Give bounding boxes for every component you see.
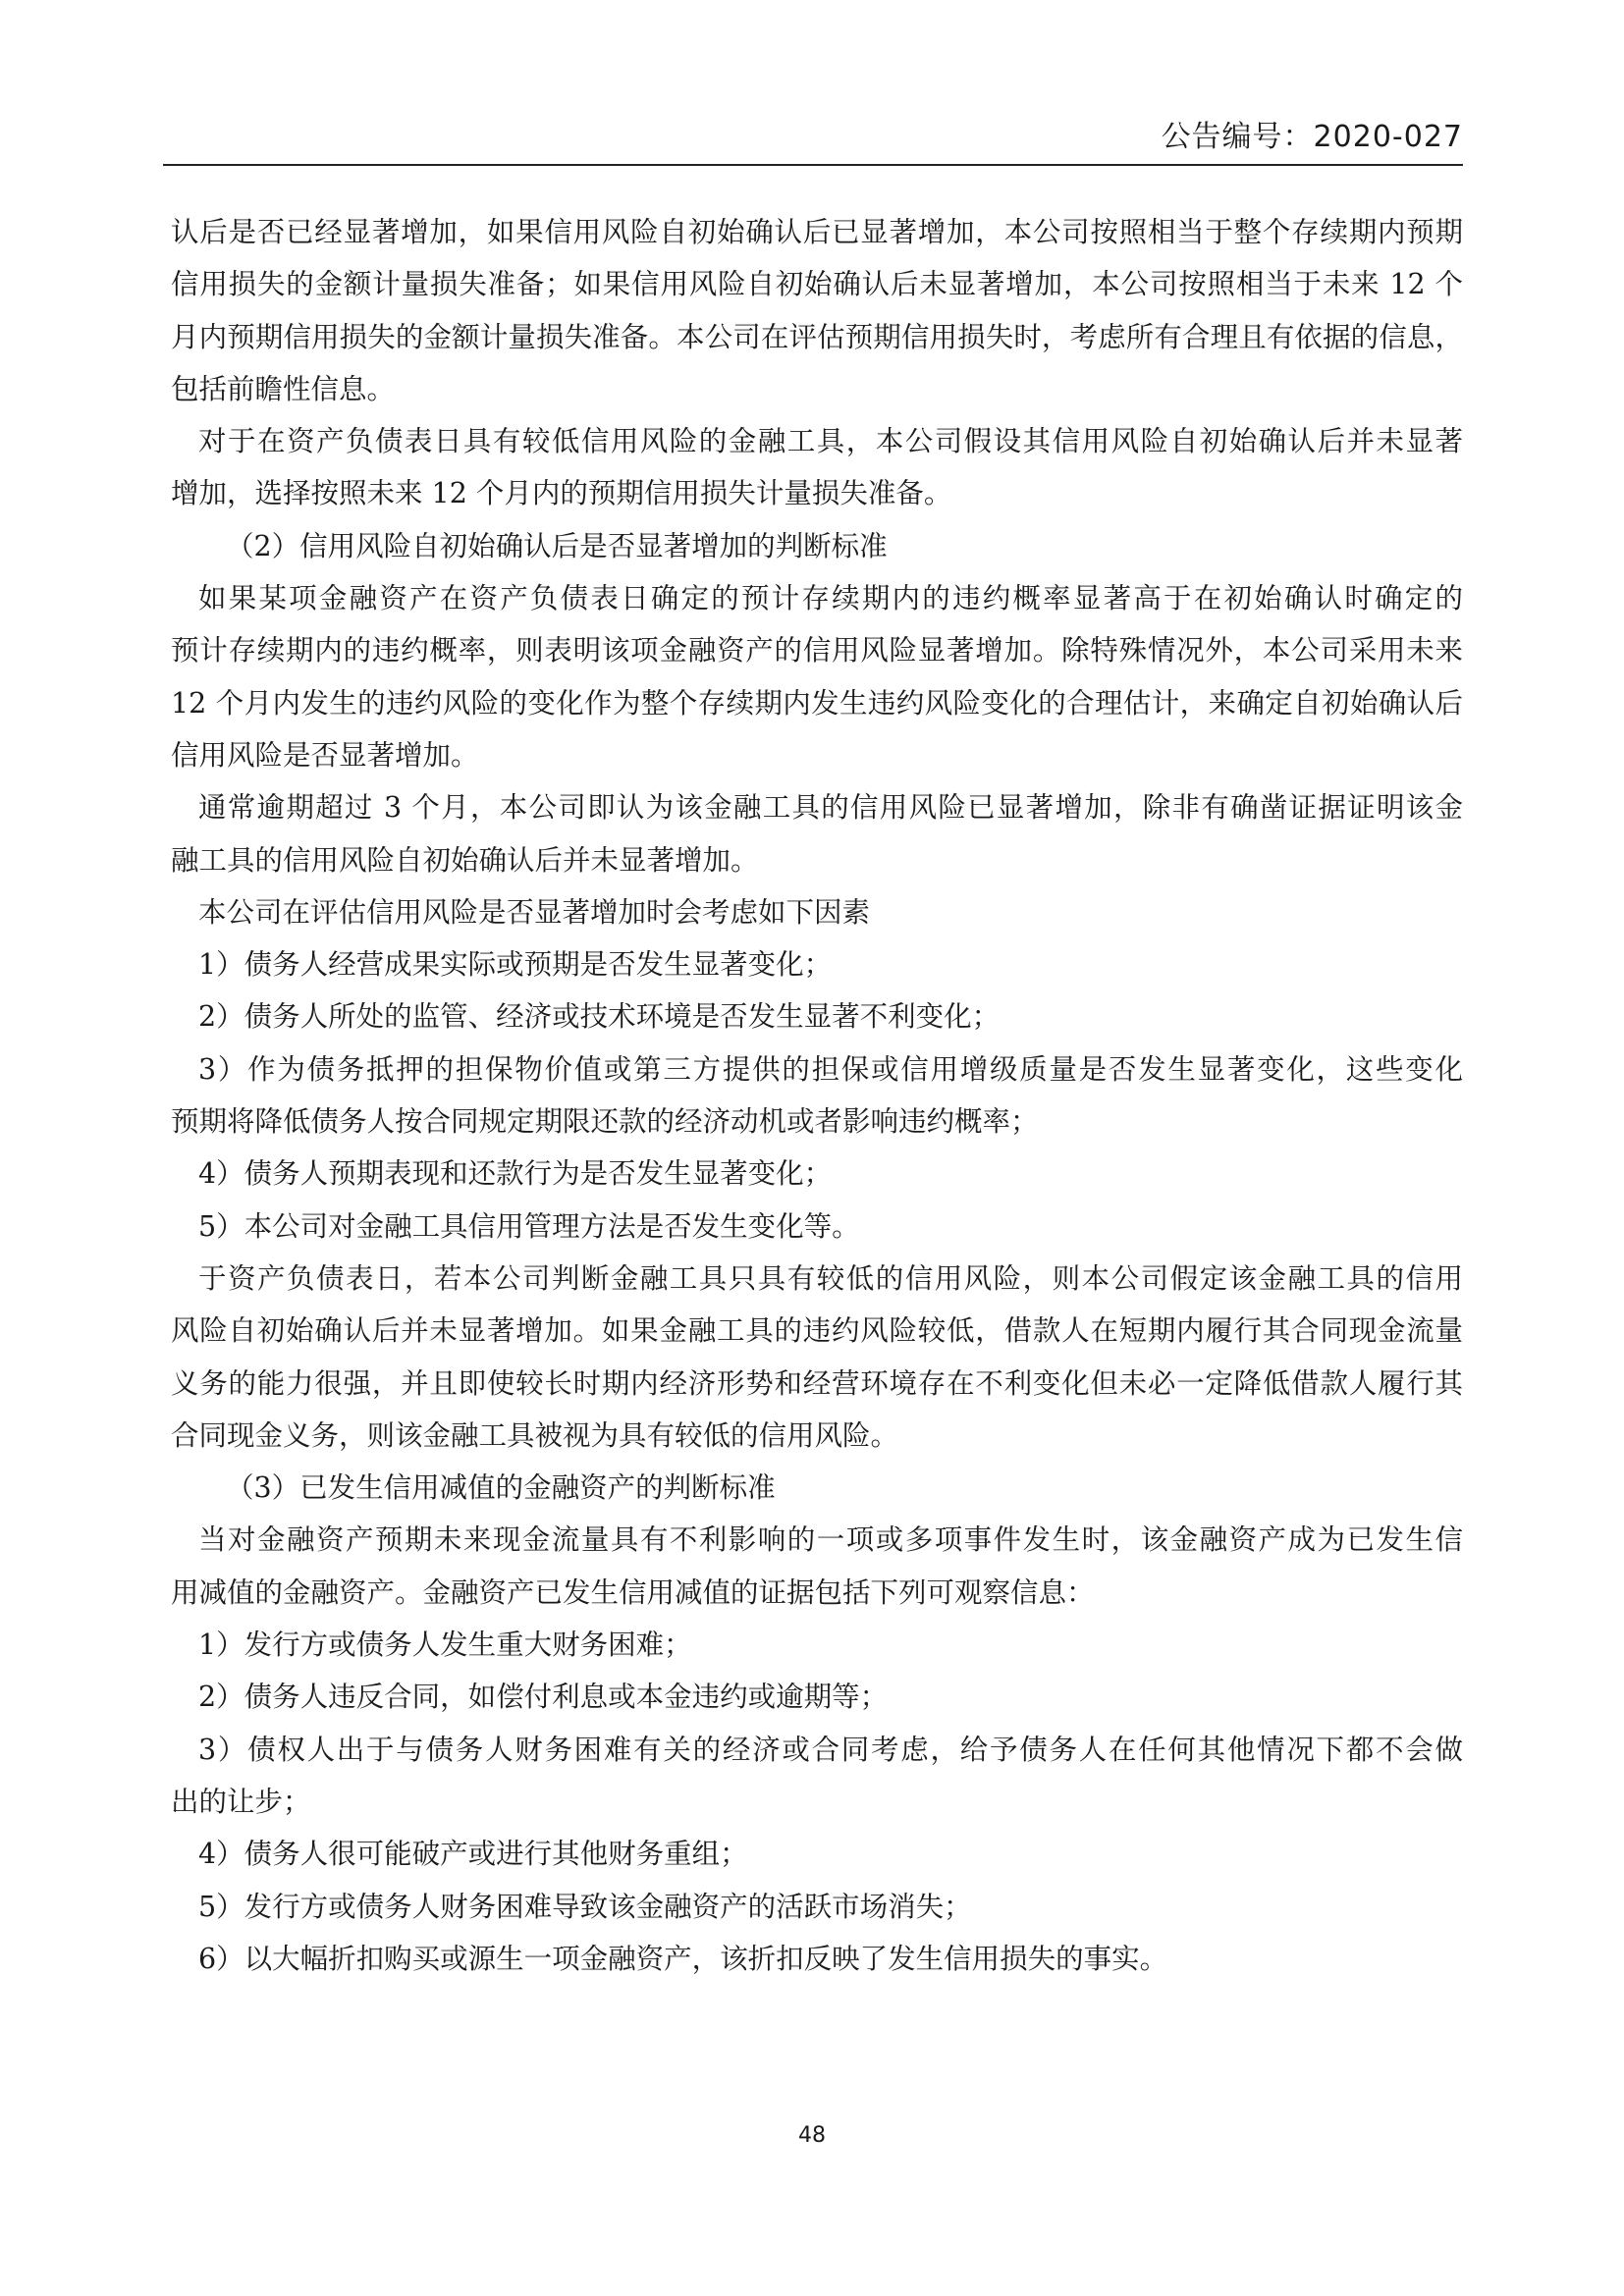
text-line: 融工具的信用风险自初始确认后并未显著增加。: [171, 843, 759, 877]
list-item: 5）发行方或债务人财务困难导致该金融资产的活跃市场消失；: [198, 1890, 972, 1923]
text-line: 用减值的金融资产。金融资产已发生信用减值的证据包括下列可观察信息：: [171, 1575, 1095, 1609]
text-line: 出的让步；: [171, 1785, 311, 1818]
document-body: [171, 206, 1463, 1985]
text-line: 认后是否已经显著增加，如果信用风险自初始确认后已显著增加，本公司按照相当于整个存续期内预期: [171, 216, 1463, 248]
text-line: 当对金融资产预期未来现金流量具有不利影响的一项或多项事件发生时，该金融资产成为已发生信: [198, 1523, 1463, 1557]
list-item: 3）作为债务抵押的担保物价值或第三方提供的担保或信用增级质量是否发生显著变化，这些变化: [198, 1052, 1463, 1086]
text-line: 如果某项金融资产在资产负债表日确定的预计存续期内的违约概率显著高于在初始确认时确定的: [198, 582, 1463, 615]
text-line: 12 个月内发生的违约风险的变化作为整个存续期内发生违约风险变化的合理估计，来确定自初始确认后: [171, 686, 1463, 720]
list-item: 2）债务人违反合同，如偿付利息或本金违约或逾期等；: [198, 1681, 889, 1714]
list-item: 4）债务人预期表现和还款行为是否发生显著变化；: [198, 1157, 833, 1191]
text-line: 义务的能力很强，并且即使较长时期内经济形势和经营环境存在不利变化但未必一定降低借款人履行其: [171, 1366, 1463, 1400]
text-line: 风险自初始确认后并未显著增加。如果金融工具的违约风险较低，借款人在短期内履行其合同现金流量: [171, 1314, 1463, 1348]
page-number: 48: [798, 2123, 826, 2148]
text-line: 增加，选择按照未来 12 个月内的预期信用损失计量损失准备。: [171, 477, 952, 510]
text-line: 对于在资产负债表日具有较低信用风险的金融工具，本公司假设其信用风险自初始确认后并未显著: [198, 425, 1463, 458]
page-header: [163, 114, 1463, 161]
text-line: 信用损失的金额计量损失准备；如果信用风险自初始确认后未显著增加，本公司按照相当于未来 12 个: [171, 268, 1463, 301]
text-line: 预计存续期内的违约概率，则表明该项金融资产的信用风险显著增加。除特殊情况外，本公司采用未来: [171, 634, 1463, 667]
text-line: 通常逾期超过 3 个月，本公司即认为该金融工具的信用风险已显著增加，除非有确凿证据证明该金: [198, 791, 1463, 825]
text-line: 合同现金义务，则该金融工具被视为具有较低的信用风险。: [171, 1418, 899, 1452]
list-item: 5）本公司对金融工具信用管理方法是否发生变化等。: [198, 1209, 860, 1243]
text-line: 包括前瞻性信息。: [171, 372, 396, 405]
text-line: 月内预期信用损失的金额计量损失准备。本公司在评估预期信用损失时，考虑所有合理且有依据的信息，: [171, 320, 1463, 353]
announcement-number: 公告编号：2020-027: [1161, 120, 1463, 154]
list-item: 2）债务人所处的监管、经济或技术环境是否发生显著不利变化；: [198, 1000, 1001, 1034]
list-item: 1）债务人经营成果实际或预期是否发生显著变化；: [198, 948, 833, 982]
section-heading: （2）信用风险自初始确认后是否显著增加的判断标准: [226, 529, 888, 562]
text-line: 于资产负债表日，若本公司判断金融工具只具有较低的信用风险，则本公司假定该金融工具的信用: [198, 1261, 1463, 1295]
list-item: 3）债权人出于与债务人财务困难有关的经济或合同考虑，给予债务人在任何其他情况下都不会做: [198, 1733, 1463, 1766]
list-item: 6）以大幅折扣购买或源生一项金融资产，该折扣反映了发生信用损失的事实。: [198, 1942, 1168, 1975]
text-line: 预期将降低债务人按合同规定期限还款的经济动机或者影响违约概率；: [171, 1105, 1039, 1139]
text-line: 信用风险是否显著增加。: [171, 738, 479, 772]
text-line: 本公司在评估信用风险是否显著增加时会考虑如下因素: [198, 895, 871, 929]
section-heading: （3）已发生信用减值的金融资产的判断标准: [226, 1471, 776, 1505]
header-rule: [163, 164, 1463, 166]
list-item: 1）发行方或债务人发生重大财务困难；: [198, 1629, 692, 1662]
list-item: 4）债务人很可能破产或进行其他财务重组；: [198, 1838, 748, 1871]
